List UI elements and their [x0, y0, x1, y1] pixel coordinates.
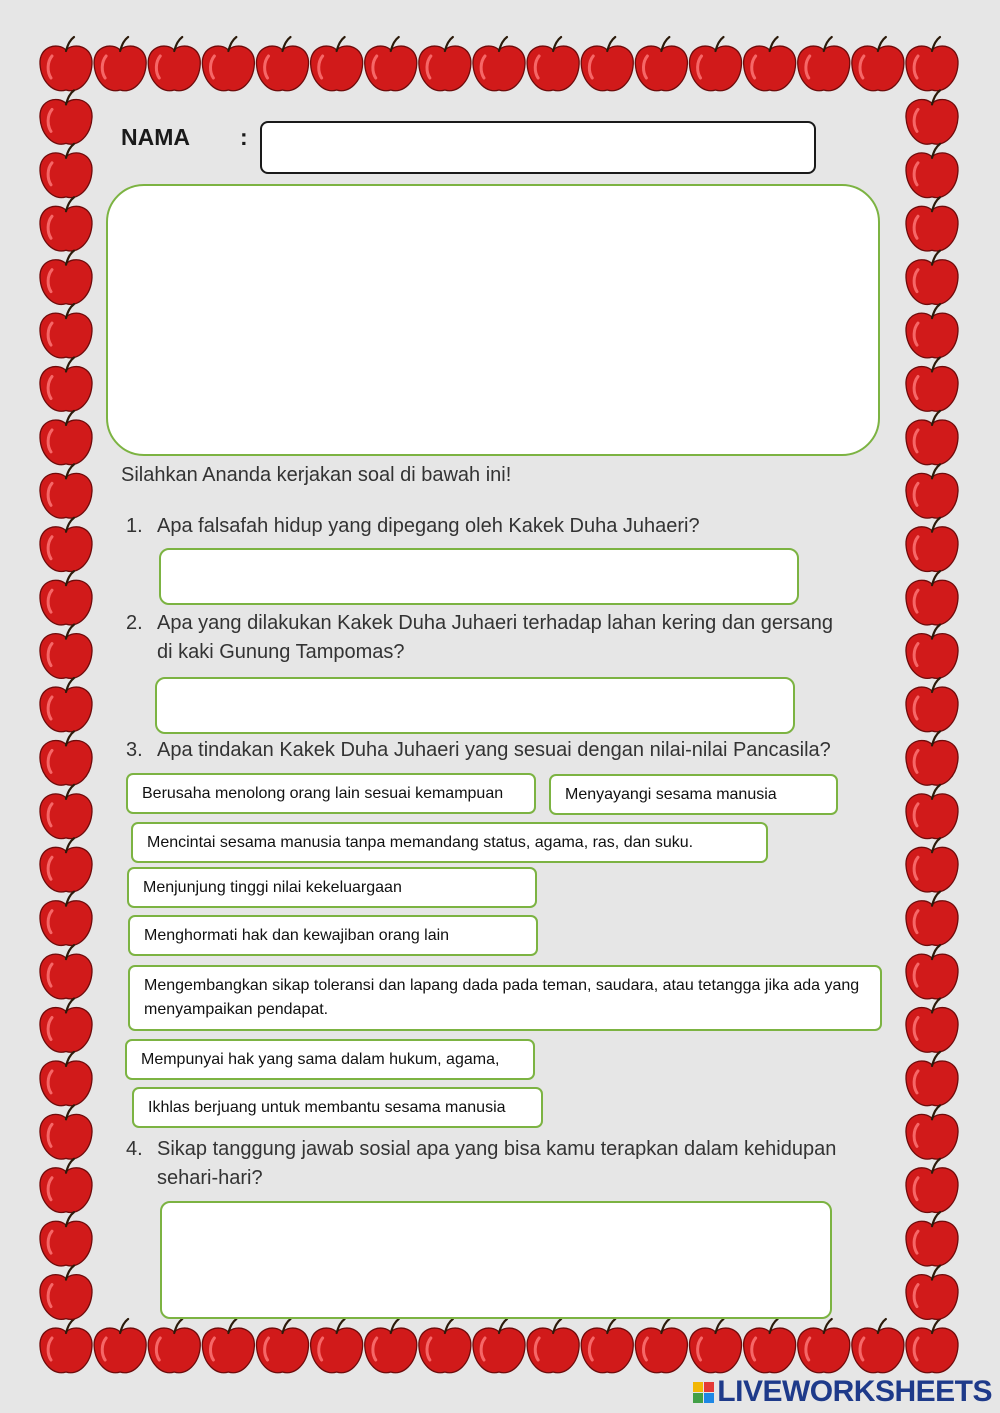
apple-icon: [906, 892, 958, 946]
option-chip[interactable]: Mengembangkan sikap toleransi dan lapang dada pada teman, saudara, atau tetangga jika ada yang menyampaikan pendapat.: [128, 965, 882, 1031]
apple-icon: [40, 731, 92, 785]
apple-icon: [40, 945, 92, 999]
name-input[interactable]: [260, 121, 816, 174]
apple-icon: [906, 1266, 958, 1320]
apple-icon: [40, 251, 92, 305]
question-text: Apa tindakan Kakek Duha Juhaeri yang sesuai dengan nilai-nilai Pancasila?: [157, 739, 831, 761]
apple-icon: [635, 37, 687, 91]
option-chip[interactable]: Mempunyai hak yang sama dalam hukum, agama,: [125, 1039, 535, 1080]
question-2: [126, 609, 886, 669]
apple-icon: [906, 90, 958, 144]
apple-icon: [906, 1212, 958, 1266]
apple-icon: [635, 1319, 687, 1373]
apple-icon: [906, 411, 958, 465]
apple-icon: [365, 37, 417, 91]
apple-icon: [40, 678, 92, 732]
apple-icon: [798, 37, 850, 91]
apple-icon: [40, 1319, 92, 1373]
apple-icon: [40, 144, 92, 198]
apple-icon: [473, 37, 525, 91]
name-label: NAMA: [121, 124, 190, 150]
apple-icon: [202, 1319, 254, 1373]
question-text: Apa yang dilakukan Kakek Duha Juhaeri terhadap lahan kering dan gersang: [157, 612, 834, 634]
answer-1-input[interactable]: [159, 548, 799, 605]
question-number: 4.: [126, 1138, 143, 1160]
apple-icon: [906, 625, 958, 679]
picture-area: [106, 184, 880, 456]
logo-letter: [693, 1393, 703, 1403]
apple-icon: [256, 1319, 308, 1373]
apple-icon: [906, 358, 958, 412]
apple-icon: [906, 1159, 958, 1213]
apple-icon: [473, 1319, 525, 1373]
apple-icon: [148, 37, 200, 91]
question-4: [126, 1135, 886, 1195]
apple-icon: [906, 785, 958, 839]
apple-icon: [40, 785, 92, 839]
apple-icon: [40, 90, 92, 144]
apple-icon: [581, 1319, 633, 1373]
apple-icon: [40, 411, 92, 465]
question-text: Sikap tanggung jawab sosial apa yang bisa kamu terapkan dalam kehidupan: [157, 1138, 837, 1160]
apple-icon: [906, 1105, 958, 1159]
option-chip[interactable]: Mencintai sesama manusia tanpa memandang status, agama, ras, dan suku.: [131, 822, 768, 863]
apple-icon: [40, 1052, 92, 1106]
apple-icon: [906, 838, 958, 892]
apple-icon: [906, 37, 958, 91]
question-number: 3.: [126, 739, 143, 761]
apple-icon: [906, 464, 958, 518]
apple-icon: [40, 37, 92, 91]
apple-icon: [311, 1319, 363, 1373]
liveworksheets-watermark: [693, 1375, 992, 1409]
apple-icon: [527, 37, 579, 91]
apple-icon: [906, 1319, 958, 1373]
apple-icon: [40, 518, 92, 572]
question-text: Apa falsafah hidup yang dipegang oleh Kakek Duha Juhaeri?: [157, 515, 700, 537]
apple-icon: [906, 251, 958, 305]
apple-icon: [202, 37, 254, 91]
apple-icon: [852, 1319, 904, 1373]
instruction-text: Silahkan Ananda kerjakan soal di bawah ini!: [121, 464, 512, 486]
apple-icon: [906, 945, 958, 999]
apple-icon: [906, 731, 958, 785]
question-text-line2: di kaki Gunung Tampomas?: [157, 641, 405, 663]
apple-icon: [40, 464, 92, 518]
apple-icon: [689, 1319, 741, 1373]
apple-icon: [852, 37, 904, 91]
apple-icon: [40, 571, 92, 625]
option-chip[interactable]: Menghormati hak dan kewajiban orang lain: [128, 915, 538, 956]
apple-icon: [906, 197, 958, 251]
option-chip[interactable]: Ikhlas berjuang untuk membantu sesama manusia: [132, 1087, 543, 1128]
apple-icon: [906, 518, 958, 572]
apple-icon: [744, 1319, 796, 1373]
apple-icon: [906, 144, 958, 198]
apple-icon: [906, 1052, 958, 1106]
apple-icon: [906, 304, 958, 358]
apple-icon: [40, 892, 92, 946]
apple-icon: [40, 1266, 92, 1320]
watermark-brand: LIVEWORKSHEETS: [717, 1375, 992, 1408]
apple-icon: [40, 1159, 92, 1213]
logo-letter: [704, 1393, 714, 1403]
apple-icon: [40, 304, 92, 358]
apple-icon: [906, 999, 958, 1053]
logo-letter: [704, 1382, 714, 1392]
apple-icon: [311, 37, 363, 91]
apple-icon: [40, 999, 92, 1053]
apple-icon: [94, 1319, 146, 1373]
option-chip[interactable]: Berusaha menolong orang lain sesuai kemampuan: [126, 773, 536, 814]
logo-letter: [693, 1382, 703, 1392]
question-1: [126, 512, 886, 542]
apple-icon: [40, 197, 92, 251]
question-3: [126, 736, 886, 766]
question-number: 1.: [126, 515, 143, 537]
name-colon: :: [240, 124, 248, 150]
apple-icon: [148, 1319, 200, 1373]
apple-icon: [40, 625, 92, 679]
option-chip[interactable]: Menyayangi sesama manusia: [549, 774, 838, 815]
apple-icon: [419, 37, 471, 91]
apple-icon: [94, 37, 146, 91]
apple-icon: [40, 838, 92, 892]
apple-icon: [419, 1319, 471, 1373]
apple-icon: [906, 678, 958, 732]
apple-icon: [744, 37, 796, 91]
apple-icon: [365, 1319, 417, 1373]
liveworksheets-logo-icon: [693, 1382, 714, 1403]
apple-icon: [40, 1212, 92, 1266]
apple-icon: [256, 37, 308, 91]
apple-icon: [40, 358, 92, 412]
answer-2-input[interactable]: [155, 677, 795, 734]
question-number: 2.: [126, 612, 143, 634]
apple-icon: [689, 37, 741, 91]
question-text-line2: sehari-hari?: [157, 1167, 263, 1189]
apple-icon: [798, 1319, 850, 1373]
apple-icon: [40, 1105, 92, 1159]
apple-icon: [906, 571, 958, 625]
apple-icon: [581, 37, 633, 91]
apple-icon: [527, 1319, 579, 1373]
answer-4-textarea[interactable]: [160, 1201, 832, 1319]
option-chip[interactable]: Menjunjung tinggi nilai kekeluargaan: [127, 867, 537, 908]
